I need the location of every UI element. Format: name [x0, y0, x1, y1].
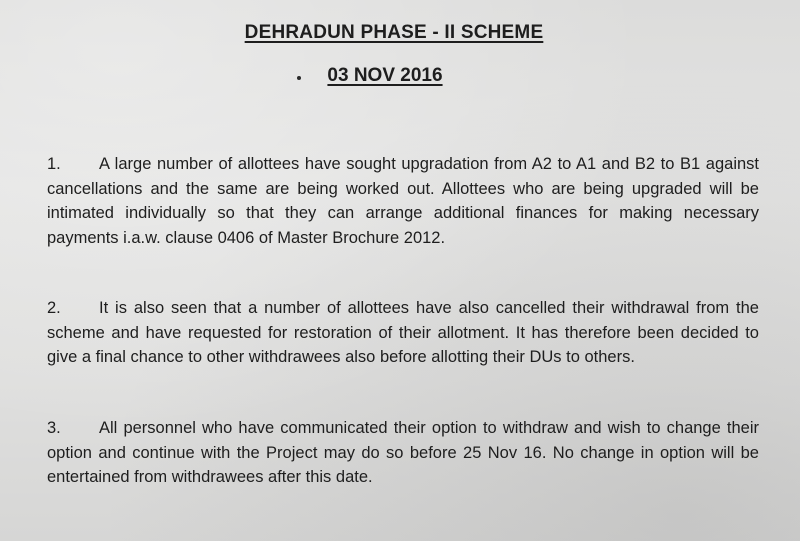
paragraph-1-text: A large number of allottees have sought upgradation from A2 to A1 and B2 to B1 against cancellations and the same are being worked out. Allottees who are being upgraded will be intimated individually so that they can arrange additional finances for making necessary payments i.a.w. clause 0406 of Master Brochure 2012. [47, 155, 759, 247]
paragraph-2-text: It is also seen that a number of allottees have also cancelled their withdrawal from the scheme and have requested for restoration of their allotment. It has therefore been decided to give a final chance to other withdrawees also before allotting their DUs to others. [47, 299, 759, 367]
document-title [0, 22, 788, 44]
paragraph-1-number: 1. [47, 155, 61, 173]
document-date [0, 65, 770, 87]
paragraph-3-text: All personnel who have communicated their option to withdraw and wish to change their option and continue with the Project may do so before 25 Nov 16. No change in option will be entertained from withdrawees after this date. [47, 419, 759, 487]
document-date-text: 03 NOV 2016 [327, 65, 443, 86]
paragraph-3 [47, 416, 759, 490]
paragraph-1 [47, 152, 759, 250]
document-title-text: DEHRADUN PHASE - II SCHEME [244, 22, 544, 43]
paragraph-3-number: 3. [47, 419, 61, 437]
paragraph-2 [47, 296, 759, 370]
paragraph-2-number: 2. [47, 299, 61, 317]
